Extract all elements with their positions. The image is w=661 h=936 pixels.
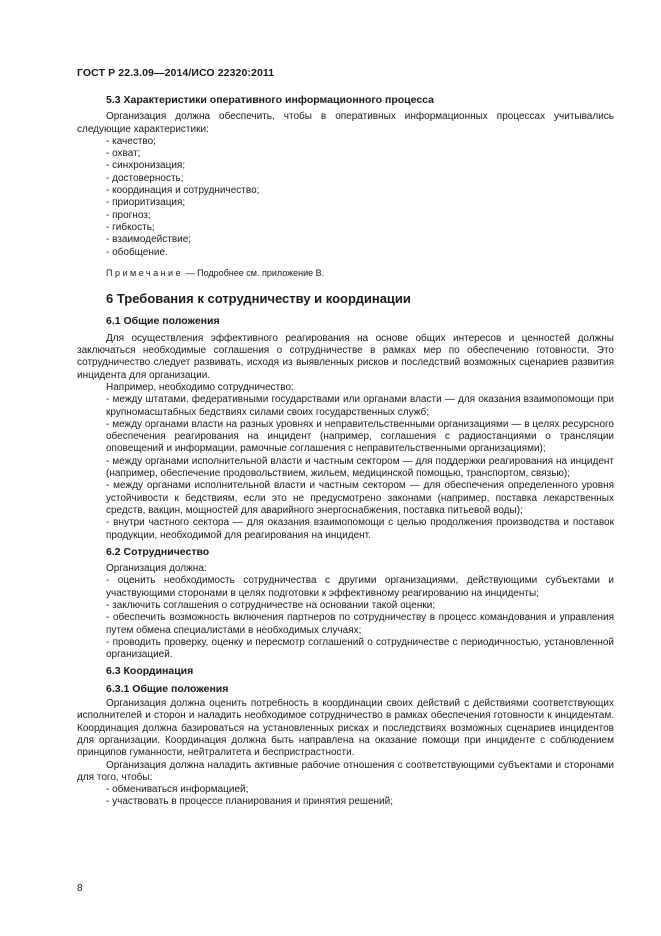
section-6-1-paragraph: Например, необходимо сотрудничество:	[106, 381, 294, 393]
section-5-3-title: 5.3 Характеристики оперативного информационного процесса	[106, 94, 434, 106]
list-item: - внутри частного сектора — для оказания взаимопомощи с целью продолжения производства и поставок продукции, необходимой для реагирования на инцидент.	[106, 517, 614, 541]
document-header: ГОСТ Р 22.3.09—2014/ИСО 22320:2011	[77, 67, 275, 79]
list-item: - координация и сотрудничество;	[106, 185, 260, 197]
cooperation-requirements-list	[77, 575, 614, 661]
section-6-3-1-paragraph: Организация должна наладить активные рабочие отношения с соответствующими субъектами и сторонами для того, чтобы:	[77, 759, 614, 783]
list-item: - качество;	[106, 135, 156, 147]
list-item: - оценить необходимость сотрудничества с другими организациями, действующими субъектами и участвующими сторонами в целях подготовки к эффективному реагированию на инциденты;	[106, 575, 614, 599]
section-6-1-paragraph: Для осуществления эффективного реагирования на основе общих интересов и ценностей должны заключаться необходимые соглашения о сотрудничестве в рамках мер по обеспечению готовности. Это сотрудничество следует развивать, исходя из выявленных рисков и последствий возможных сценариев развития инцидента для организации.	[77, 332, 614, 381]
list-item: - приоритизация;	[106, 197, 186, 209]
note	[106, 267, 614, 279]
list-item: - прогноз;	[106, 209, 151, 221]
list-item: - проводить проверку, оценку и пересмотр соглашений о сотрудничестве с периодичностью, установленной организацией.	[106, 636, 614, 661]
section-6-2-title: 6.2 Сотрудничество	[106, 545, 210, 558]
list-item: - обмениваться информацией;	[106, 784, 249, 796]
list-item: - участвовать в процессе планирования и принятия решений;	[106, 796, 393, 808]
section-6-2-intro: Организация должна:	[106, 563, 207, 575]
note-text: — Подробнее см. приложение В.	[183, 267, 325, 278]
page-content	[77, 94, 614, 809]
section-6-3-1-title: 6.3.1 Общие положения	[106, 682, 229, 695]
list-item: - между органами исполнительной власти и частным сектором — для обеспечения определенного уровня устойчивости к бедствиям, если это не предусмотрено законами (например, поставка лекарственных средств, вакцин, мощностей для аварийного энергоснабжения, поставка питьевой воды);	[106, 480, 614, 516]
list-item: - между штатами, федеративными государствами или органами власти — для оказания взаимопомощи при крупномасштабных бедствиях силами своих государственных служб;	[106, 394, 614, 418]
list-item: - обеспечить возможность включения партнеров по сотрудничеству в процесс командования и управления путем обмена специалистами в необходимых случаях;	[106, 612, 614, 636]
list-item: - между органами власти на разных уровнях и неправительственными организациями — в целях ресурсного обеспечения реагирования на инцидент (например, соглашения с радиостанциями о трансляции оповещений и информации, рамочные соглашения с неправительственными организациями);	[106, 418, 614, 455]
list-item: - взаимодействие;	[106, 234, 192, 246]
note-label: Примечание	[106, 267, 184, 278]
list-item: - между органами исполнительной власти и частным сектором — для поддержки реагирования на инцидент (например, обеспечение продовольствием, жильем, медицинской помощью, транспортом, связью);	[106, 455, 614, 480]
list-item: - гибкость;	[106, 221, 155, 233]
list-item: - синхронизация;	[106, 160, 186, 172]
section-6-1-title: 6.1 Общие положения	[106, 315, 220, 328]
list-item: - заключить соглашения о сотрудничестве на основании такой оценки;	[106, 599, 436, 611]
page-number: 8	[77, 883, 83, 894]
list-item: - охват;	[106, 148, 141, 160]
list-item: - обобщение.	[106, 246, 168, 258]
characteristics-list	[77, 136, 614, 259]
section-5-3-intro: Организация должна обеспечить, чтобы в оперативных информационных процессах учитывались следующие характеристики:	[77, 111, 614, 135]
section-6-title: 6 Требования к сотрудничеству и координации	[106, 291, 411, 307]
list-item: - достоверность;	[106, 172, 184, 184]
cooperation-examples-list	[77, 394, 614, 542]
section-6-3-1-paragraph: Организация должна оценить потребность в координации своих действий с действиями соответствующих исполнителей и сторон и наладить необходимое сотрудничество в рамках обеспечения готовности к инцидентам. Координация должна базироваться на установленных рисках и последствиях возможных сценариев инцидентов для организации. Координация должна быть направлена на оказание помощи при инциденте с соблюдением принципов гуманности, нейтралитета и беспристрастности.	[77, 698, 614, 759]
section-6-3-title: 6.3 Координация	[106, 665, 194, 678]
coordination-list	[77, 784, 614, 809]
